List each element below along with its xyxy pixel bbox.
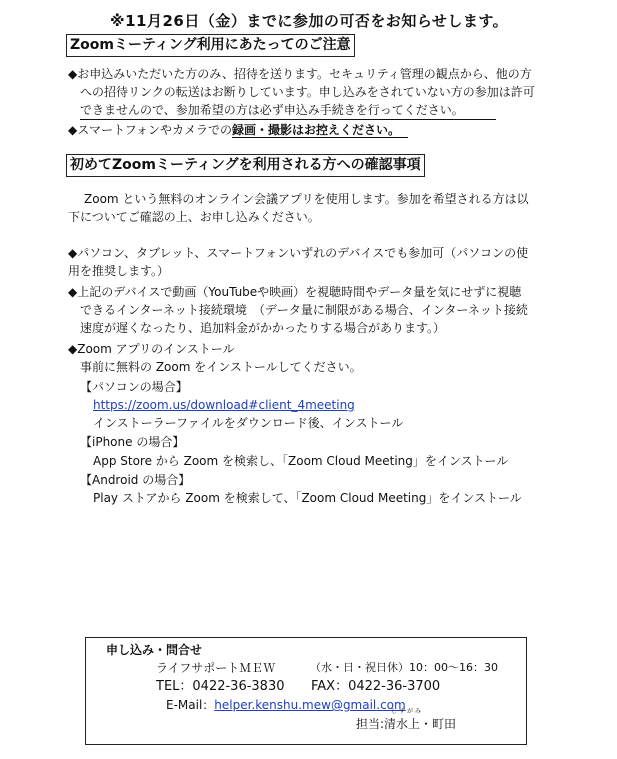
install-iphone-description: App Store から Zoom を検索し、「Zoom Cloud Meeting」をインストール — [93, 454, 509, 468]
install-heading: ◆Zoom アプリのインストール — [68, 342, 235, 356]
install-android-description: Play ストアから Zoom を検索して、「Zoom Cloud Meeting」をインストール — [93, 491, 522, 505]
intro-line-2: 下についてご確認の上、お申し込みください。 — [68, 210, 320, 224]
requirement-devices-line-2: 用を推奨します。） — [68, 264, 170, 278]
intro-line-1: Zoom という無料のオンライン会議アプリを使用します。参加を希望される方は以 — [84, 192, 529, 206]
contact-hours: （水・日・祝日休）10：00〜16：30 — [310, 661, 498, 674]
contact-person-names: 清水上・町田 — [384, 717, 457, 731]
section-heading-first-time: 初めてZoomミーティングを利用される方への確認事項 — [66, 154, 425, 177]
requirement-devices-line-1: ◆パソコン、タブレット、スマートフォンいずれのデバイスでも参加可（パソコンの使 — [68, 246, 529, 260]
contact-email-row — [166, 696, 406, 714]
install-iphone-label: 【iPhone の場合】 — [80, 435, 185, 449]
contact-heading: 申し込み・問合せ — [106, 643, 203, 657]
install-android-label: 【Android の場合】 — [80, 473, 191, 487]
requirement-network-line-3: 速度が遅くなったり、追加料金がかかったりする場合があります。） — [80, 321, 446, 335]
install-pc-label: 【パソコンの場合】 — [80, 380, 188, 394]
notes-bullet-1-line-1: ◆お申込みいただいた方のみ、招待を送ります。セキュリティ管理の観点から、他の方 — [68, 67, 532, 81]
contact-tel: TEL：0422-36-3830 — [156, 679, 285, 694]
zoom-download-link[interactable]: https://zoom.us/download#client_4meeting — [93, 398, 355, 412]
notes-bullet-1-line-3: できませんので、参加希望の方は必ず申込み手続きを行ってください。 — [80, 101, 496, 120]
contact-organization: ライフサポートＭＥＷ — [156, 661, 276, 675]
contact-person-row — [356, 715, 456, 733]
section-heading-zoom-notes: Zoomミーティング利用にあたってのご注意 — [66, 34, 355, 57]
contact-fax: FAX：0422-36-3700 — [311, 679, 441, 694]
notes-bullet-2-emphasis: 録画・撮影はお控えください。 — [232, 123, 408, 138]
contact-email-link[interactable]: helper.kenshu.mew@gmail.com — [214, 698, 406, 712]
contact-email-label: E-Mail： — [166, 698, 215, 712]
page-title: ※11月26日（金）までに参加の可否をお知らせします。 — [110, 12, 509, 30]
contact-person-label: 担当: — [356, 717, 385, 731]
contact-person-ruby: しずがみ — [391, 708, 424, 715]
notes-bullet-2 — [68, 121, 408, 139]
requirement-network-line-2: できるインターネット接続環境 （データ量に制限がある場合、インターネット接続 — [80, 303, 528, 317]
notes-bullet-2-prefix: ◆スマートフォンやカメラでの — [68, 123, 233, 137]
contact-box — [85, 637, 527, 745]
notes-bullet-1-line-2: への招待リンクの転送はお断りしています。申し込みをされていない方の参加は許可 — [80, 85, 535, 99]
install-description: 事前に無料の Zoom をインストールしてください。 — [80, 360, 362, 374]
requirement-network-line-1: ◆上記のデバイスで動画（YouTubeや映画）を視聴時間やデータ量を気にせずに視聴 — [68, 285, 522, 299]
install-pc-description: インストーラーファイルをダウンロード後、インストール — [93, 416, 404, 430]
